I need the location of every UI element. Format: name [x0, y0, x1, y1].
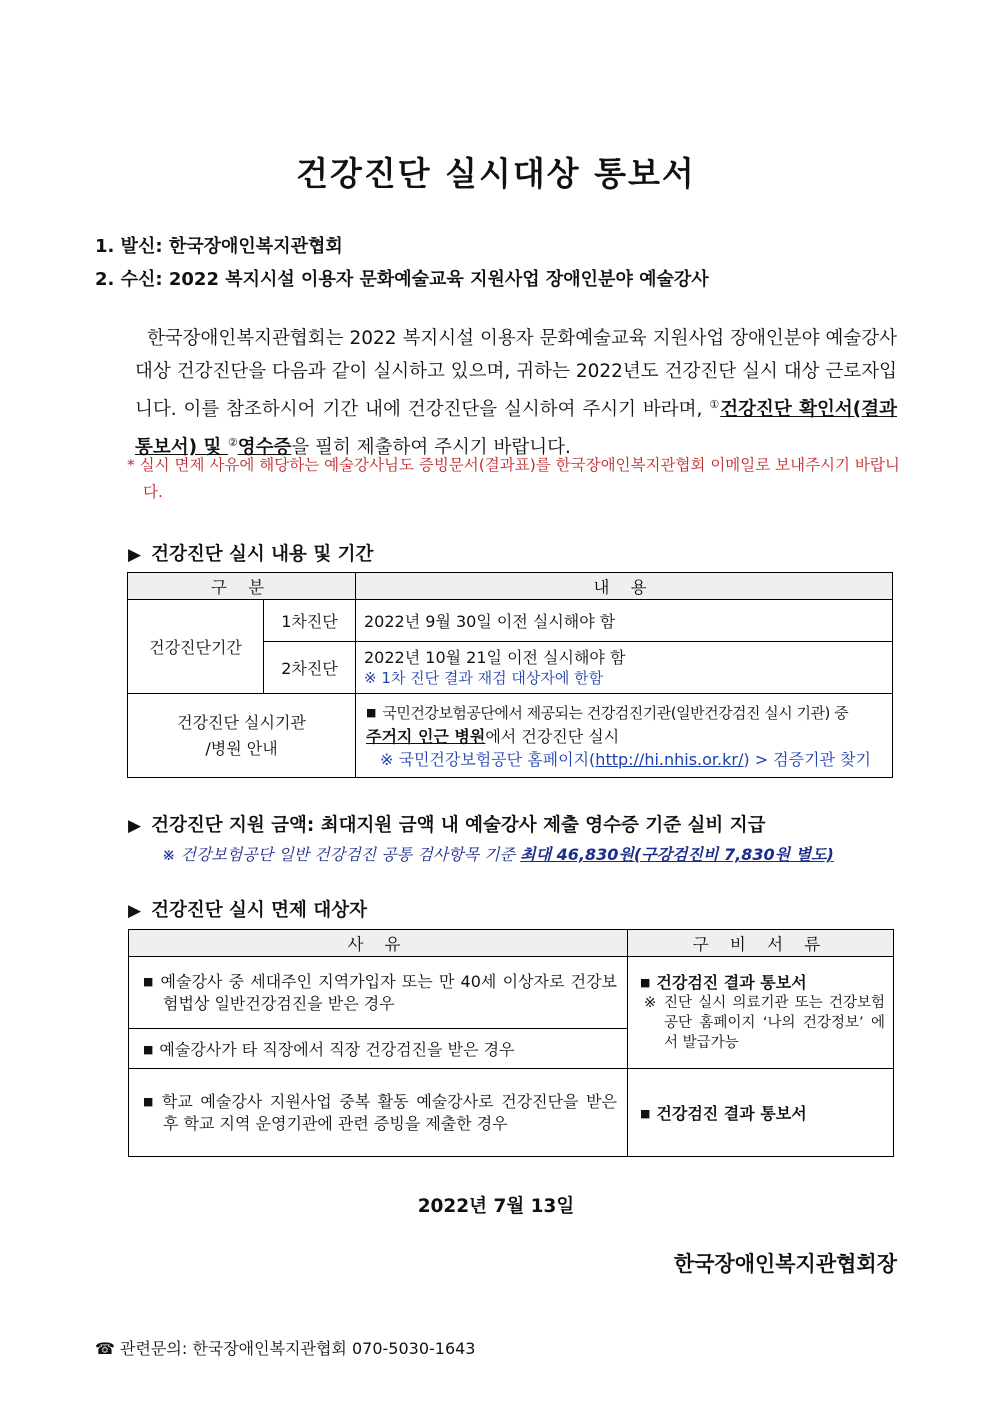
reason-2-text: 예술강사가 타 직장에서 직장 건강검진을 받은 경우	[159, 1040, 515, 1059]
square-bullet-icon: ■	[366, 705, 377, 719]
institution-line1: 국민건강보험공단에서 제공되는 건강검진기관(일반건강검진 실시 기관) 중	[382, 703, 849, 722]
first-check-text: 2022년 9월 30일 이전 실시해야 함	[356, 600, 893, 642]
receiver-line: 2. 수신: 2022 복지시설 이용자 문화예술교육 지원사업 장애인분야 예술강사	[95, 269, 709, 290]
document-title-2: 건강검진 결과 통보서	[656, 1104, 807, 1123]
triangle-bullet-icon: ▶	[128, 901, 142, 921]
second-check-label: 2차진단	[264, 642, 356, 694]
document-title-1: 건강검진 결과 통보서	[656, 973, 807, 992]
institution-note	[366, 748, 891, 771]
health-check-period-table	[127, 572, 893, 778]
triangle-bullet-icon: ▶	[128, 545, 142, 565]
reason-row-2	[129, 1029, 628, 1069]
nhis-link[interactable]: http://hi.nhis.or.kr/	[595, 749, 744, 769]
reason-row-3	[129, 1069, 628, 1157]
section2-heading	[128, 811, 765, 837]
documents-cell-1	[628, 957, 894, 1069]
institution-info-cell	[356, 694, 893, 778]
issue-date: 2022년 7월 13일	[417, 1196, 575, 1217]
institution-label-line1: 건강진단 실시기관	[177, 712, 306, 732]
institution-label	[128, 694, 356, 778]
table1-header-content: 내 용	[356, 573, 893, 600]
documents-cell-2	[628, 1069, 894, 1157]
reason-1-text: 예술강사 중 세대주인 지역가입자 또는 만 40세 이상자로 건강보험법상 일반건강검진을 받은 경우	[160, 971, 617, 1013]
section1-heading-text: 건강진단 실시 내용 및 기간	[151, 544, 374, 565]
section3-heading-text: 건강진단 실시 면제 대상자	[151, 900, 367, 921]
section1-heading	[128, 540, 373, 566]
body-text-2: 을 필히 제출하여 주시기 바랍니다.	[291, 437, 571, 459]
second-check-cell	[356, 642, 893, 694]
reason-row-1	[129, 957, 628, 1029]
support-amount-note	[162, 842, 834, 865]
reason-3-text: 학교 예술강사 지원사업 중복 활동 예술강사로 건강진단을 받은 후 학교 지역 운영기관에 관련 증빙을 제출한 경우	[161, 1091, 617, 1133]
exemption-table	[128, 929, 894, 1157]
institution-bold-text: 주거지 인근 병원	[366, 726, 486, 746]
circled-one: ①	[709, 398, 721, 411]
contact-info: ☎ 관련문의: 한국장애인복지관협회 070-5030-1643	[95, 1339, 476, 1358]
body-text-1: 한국장애인복지관협회는 2022 복지시설 이용자 문화예술교육 지원사업 장애인분야 예술강사 대상 건강진단을 다음과 같이 실시하고 있으며, 귀하는 2022년도 건강진단 실시 대상 근로자입니다. 이를 참조하시어 기간 내에 건강진단을 실시하여 주시기 바라며,	[135, 328, 897, 421]
first-check-label: 1차진단	[264, 600, 356, 642]
institution-note-post: ) > 검증기관 찾기	[743, 749, 872, 769]
square-bullet-icon: ■	[143, 974, 155, 988]
triangle-bullet-icon: ▶	[128, 816, 142, 836]
institution-note-pre: ※ 국민건강보험공단 홈페이지(	[380, 749, 596, 769]
support-max-amount: 최대 46,830원(구강검진비 7,830원 별도)	[520, 845, 834, 864]
exemption-note: * 실시 면제 사유에 해당하는 예술강사님도 증빙문서(결과표)를 한국장애인복지관협회 이메일로 보내주시기 바랍니다.	[127, 456, 900, 501]
body-doc-2: 영수증	[237, 437, 292, 459]
square-bullet-icon: ■	[143, 1043, 154, 1056]
circled-two: ②	[227, 436, 238, 450]
page-title: 건강진단 실시대상 통보서	[296, 154, 696, 193]
section2-heading-text: 건강진단 지원 금액: 최대지원 금액 내 예술강사 제출 영수증 기준 실비 지급	[151, 815, 766, 836]
sender-line: 1. 발신: 한국장애인복지관협회	[95, 236, 343, 257]
section3-heading	[128, 896, 367, 922]
institution-label-line2: /병원 안내	[205, 738, 278, 758]
table2-header-documents: 구 비 서 류	[628, 930, 894, 957]
signature: 한국장애인복지관협회장	[673, 1252, 897, 1276]
square-bullet-icon: ■	[640, 1107, 651, 1120]
body-doc-1: 건강진단 확인서(결과통보서) 및	[135, 399, 897, 459]
table1-header-category: 구 분	[128, 573, 356, 600]
support-note-pre: ※ 건강보험공단 일반 건강검진 공통 검사항목 기준	[162, 845, 521, 864]
second-check-note: ※ 1차 진단 결과 재검 대상자에 한함	[364, 668, 604, 687]
square-bullet-icon: ■	[143, 1094, 156, 1108]
period-label: 건강진단기간	[128, 600, 264, 694]
body-paragraph	[135, 322, 897, 464]
table2-header-reason: 사 유	[129, 930, 628, 957]
second-check-text: 2022년 10월 21일 이전 실시해야 함	[364, 647, 626, 667]
institution-line2: 에서 건강진단 실시	[485, 726, 620, 746]
document-note: ※ 진단 실시 의료기관 또는 건강보험공단 홈페이지 ‘나의 건강정보’ 에서 발급가능	[644, 995, 885, 1051]
square-bullet-icon: ■	[640, 976, 651, 989]
